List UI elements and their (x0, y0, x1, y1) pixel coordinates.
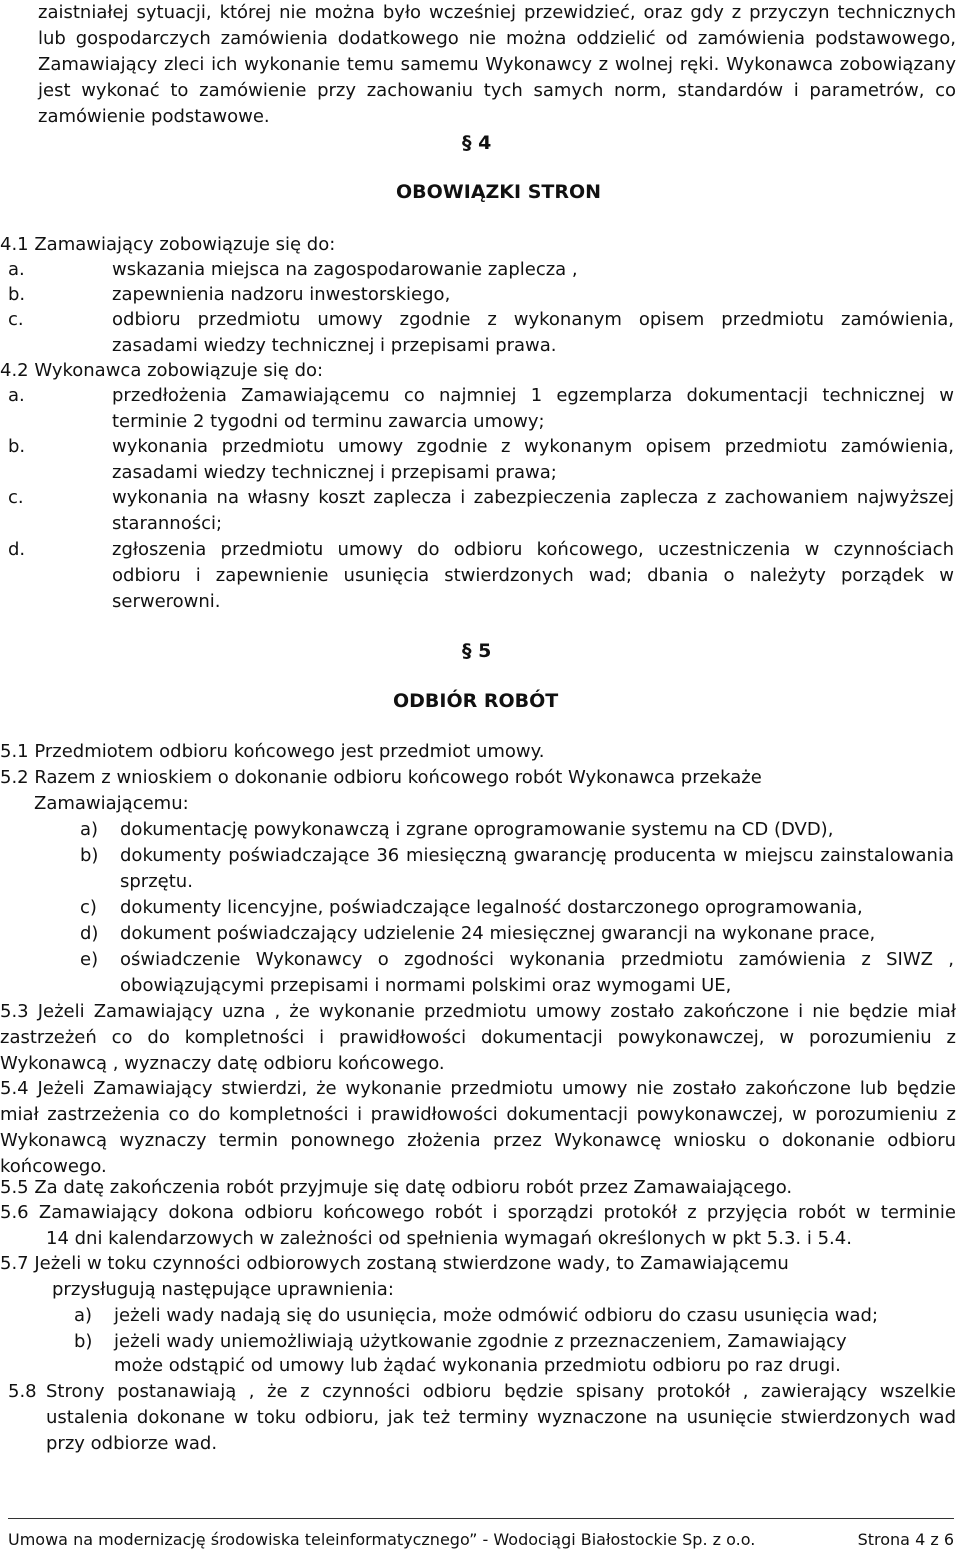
page-footer (8, 1529, 954, 1551)
list-item-text: przedłożenia Zamawiającemu co najmniej 1 egzemplarza dokumentacji technicznej w terminie 2 tygodni od terminu zawarcia umowy; (112, 385, 954, 432)
intro-paragraph: zaistniałej sytuacji, której nie można było wcześniej przewidzieć, oraz gdy z przyczyn technicznych lub gospodarczych zamówienia dodatkowego nie można oddzielić od zamówienia podstawowego, Zamawiający zleci ich wykonanie temu samemu Wykonawcy z wolnej ręki. Wykonawca zobowiązany jest wykonać to zamówienie przy zachowaniu tych samych norm, standardów i parametrów, co zamówienie podstawowe. (38, 2, 956, 127)
clause-5-1: 5.1 Przedmiotem odbioru końcowego jest przedmiot umowy. (0, 741, 545, 762)
document-page: zaistniałej sytuacji, której nie można było wcześniej przewidzieć, oraz gdy z przyczyn technicznych lub gospodarczych zamówienia dodatkowego nie można oddzielić od zamówienia podstawowego, Zamawiający zleci ich wykonanie temu samemu Wykonawcy z wolnej ręki. Wykonawca zobowiązany jest wykonać to zamówienie przy zachowaniu tych samych norm, standardów i parametrów, co zamówienie podstawowe. § 4 OBOWIĄZKI STRON 4.1 Zamawiający zobowiązuje się do: a. wskazania miejsca na zagospodarowanie zaplecza , b. zapewnienia nadzoru inwestorskiego, c. odbioru przedmiotu umowy zgodnie z wykonanym opisem przedmiotu zamówienia, zasadami wiedzy technicznej i przepisami prawa. 4.2 Wykonawca zobowiązuje się do: a. przedłożenia Zamawiającemu co najmniej 1 egzemplarza dokumentacji technicznej w terminie 2 tygodni od terminu zawarcia umowy; b. wykonania przedmiotu umowy zgodnie z wykonanym opisem przedmiotu zamówienia, zasadami wiedzy technicznej i przepisami prawa; c. wykonania na własny koszt zaplecza i zabezpieczenia zaplecza z zachowaniem najwyższej staranności; d. zgłoszenia przedmiotu umowy do odbioru końcowego, uczestniczenia w czynnościach odbioru i zapewnienie usunięcia stwierdzonych wad; dbania o należyty porządek w serwerowni. § 5 ODBIÓR ROBÓT 5.1 Przedmiotem odbioru końcowego jest przedmiot umowy. 5.2 Razem z wnioskiem o dokonanie odbioru końcowego robót Wykonawca przekaże Zamawiającemu: a) dokumentację powykonawczą i zgrane oprogramowanie systemu na CD (DVD), b) dokumenty poświadczające 36 miesięczną gwarancję producenta w miejscu zainstalowania sprzętu. c) dokumenty licencyjne, poświadczające legalność dostarczonego oprogramowania, d) dokument poświadczający udzielenie 24 miesięcznej gwarancji na wykonane prace, e) oświadczenie Wykonawcy o zgodności wykonania przedmiotu zamówienia z SIWZ , obowiązującymi przepisami i normami polskimi oraz wymogami UE, 5.3 Jeżeli Zamawiający uzna , że wykonanie przedmiotu umowy zostało zakończone i nie będzie miał zastrzeżeń co do kompletności i prawidłowości dokumentacji powykonawczej, w porozumieniu z Wykonawcą , wyznaczy datę odbioru końcowego. 5.4 Jeżeli Zamawiający stwierdzi, że wykonanie przedmiotu umowy nie zostało zakończone lub będzie miał zastrzeżenia co do kompletności i prawidłowości dokumentacji powykonawczej, w porozumieniu z Wykonawcą wyznaczy termin ponownego złożenia przez Wykonawcę wniosku o dokonanie odbioru końcowego. 5.5 Za datę zakończenia robót przyjmuje się datę odbioru robót przez Zamawaiającego. 5.6 Zamawiający dokona odbioru końcowego robót i sporządzi protokół z przyjęcia robót w terminie 14 dni kalendarzowych w zależności od spełnienia wymagań określonych w pkt 5.3. i 5.4. 5.7 Jeżeli w toku czynności odbiorowych zostaną stwierdzone wady, to Zamawiającemu przysługują następujące uprawnienia: a) jeżeli wady nadają się do usunięcia, może odmówić odbioru do czasu usunięcia wad; b) jeżeli wady uniemożliwiają użytkowanie zgodnie z przeznaczeniem, Zamawiający może odstąpić od umowy lub żądać wykonania przedmiotu odbioru po raz drugi. 5.8 Strony postanawiają , że z czynności odbioru będzie spisany protokół , zawierający wszelkie ustalenia dokonane w toku odbioru, jak też terminy wyznaczone na usunięcie stwierdzonych wad przy odbiorze wad. Umowa na modernizację środowiska teleinformatycznego” - Wodociągi Białostockie Sp. z o.o. Strona 4 z 6 (0, 2, 956, 1549)
list-item-text: oświadczenie Wykonawcy o zgodności wykonania przedmiotu zamówienia z SIWZ , obowiązującymi przepisami i normami polskimi oraz wymogami UE, (120, 949, 954, 996)
clause-5-7-cont: przysługują następujące uprawnienia: (52, 1279, 394, 1300)
list-marker: d) (80, 923, 99, 944)
list-marker: a) (80, 819, 99, 840)
clause-5-5: 5.5 Za datę zakończenia robót przyjmuje się datę odbioru robót przez Zamawaiającego. (0, 1177, 793, 1198)
list-item-text: dokumenty poświadczające 36 miesięczną gwarancję producenta w miejscu zainstalowania sprzętu. (120, 845, 954, 892)
list-item-text: dokumentację powykonawczą i zgrane oprogramowanie systemu na CD (DVD), (120, 819, 834, 840)
page-number: Strona 4 z 6 (857, 1530, 954, 1549)
list-marker: b) (80, 845, 99, 866)
section-5-number: § 5 (462, 640, 492, 662)
list-marker: d. (8, 539, 26, 560)
clause-5-6-cont: 14 dni kalendarzowych w zależności od spełnienia wymagań określonych w pkt 5.3. i 5.4. (46, 1228, 852, 1249)
clause-5-2-cont: Zamawiającemu: (34, 793, 189, 814)
clause-5-7: 5.7 Jeżeli w toku czynności odbiorowych zostaną stwierdzone wady, to Zamawiającemu (0, 1253, 789, 1274)
section-5-title: ODBIÓR ROBÓT (393, 690, 559, 712)
list-marker: c. (8, 487, 24, 508)
clause-5-4: 5.4 Jeżeli Zamawiający stwierdzi, że wykonanie przedmiotu umowy nie zostało zakończone lub będzie miał zastrzeżenia co do kompletności i prawidłowości dokumentacji powykonawczej, w porozumieniu z Wykonawcą wyznaczy termin ponownego złożenia przez Wykonawcę wniosku o dokonanie odbioru końcowego. (0, 1078, 956, 1177)
list-item-text: jeżeli wady nadają się do usunięcia, może odmówić odbioru do czasu usunięcia wad; (114, 1305, 879, 1326)
list-marker: a. (8, 385, 25, 406)
list-item-text: wykonania na własny koszt zaplecza i zabezpieczenia zaplecza z zachowaniem najwyższej staranności; (112, 487, 954, 534)
list-marker: b. (8, 436, 26, 457)
clause-5-8-number: 5.8 (8, 1381, 37, 1402)
list-item-text: jeżeli wady uniemożliwiają użytkowanie zgodnie z przeznaczeniem, Zamawiający (114, 1331, 847, 1352)
list-marker: c) (80, 897, 97, 918)
footer-title: Umowa na modernizację środowiska teleinformatycznego” - Wodociągi Białostockie Sp. z o.o. (8, 1530, 756, 1549)
list-marker: b) (74, 1331, 93, 1352)
clause-4-1: 4.1 Zamawiający zobowiązuje się do: (0, 234, 336, 255)
list-item-text: wykonania przedmiotu umowy zgodnie z wykonanym opisem przedmiotu zamówienia, zasadami wiedzy technicznej i przepisami prawa; (112, 436, 954, 483)
section-4-title: OBOWIĄZKI STRON (396, 181, 602, 203)
clause-5-6: 5.6 Zamawiający dokona odbioru końcowego robót i sporządzi protokół z przyjęcia robót w terminie (0, 1202, 956, 1223)
list-marker: e) (80, 949, 99, 970)
list-item-text: dokument poświadczający udzielenie 24 miesięcznej gwarancji na wykonane prace, (120, 923, 876, 944)
clause-5-3: 5.3 Jeżeli Zamawiający uzna , że wykonanie przedmiotu umowy zostało zakończone i nie będzie miał zastrzeżeń co do kompletności i prawidłowości dokumentacji powykonawczej, w porozumieniu z Wykonawcą , wyznaczy datę odbioru końcowego. (0, 1001, 956, 1074)
list-item-text: dokumenty licencyjne, poświadczające legalność dostarczonego oprogramowania, (120, 897, 863, 918)
clause-5-2: 5.2 Razem z wnioskiem o dokonanie odbioru końcowego robót Wykonawca przekaże (0, 767, 762, 788)
list-item-text-cont: może odstąpić od umowy lub żądać wykonania przedmiotu odbioru po raz drugi. (114, 1355, 841, 1376)
clause-5-8: Strony postanawiają , że z czynności odbioru będzie spisany protokół , zawierający wszelkie ustalenia dokonane w toku odbioru, jak też terminy wyznaczone na usunięcie stwierdzonych wad przy odbiorze wad. (46, 1381, 956, 1454)
clause-4-2: 4.2 Wykonawca zobowiązuje się do: (0, 360, 324, 381)
footer-divider (8, 1518, 954, 1519)
list-item-text: zgłoszenia przedmiotu umowy do odbioru końcowego, uczestniczenia w czynnościach odbioru i zapewnienie usunięcia stwierdzonych wad; dbania o należyty porządek w serwerowni. (112, 539, 954, 612)
list-marker: a) (74, 1305, 93, 1326)
section-4-number: § 4 (462, 132, 492, 154)
list-item-text: odbioru przedmiotu umowy zgodnie z wykonanym opisem przedmiotu zamówienia, zasadami wiedzy technicznej i przepisami prawa. (112, 309, 954, 356)
